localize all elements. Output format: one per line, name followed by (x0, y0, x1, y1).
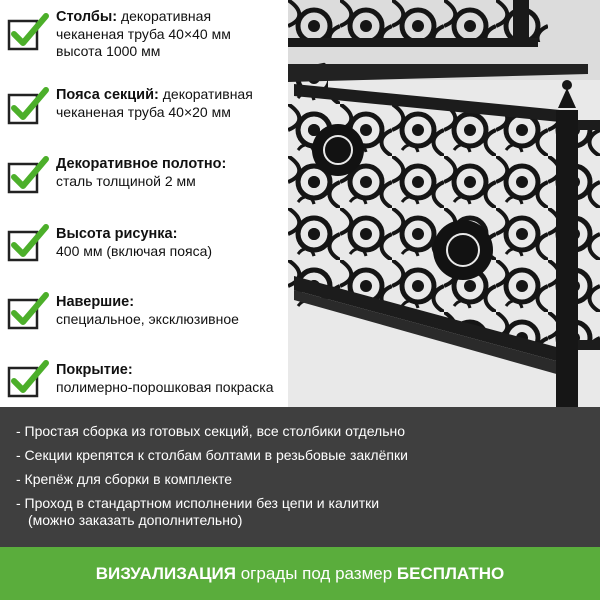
checkbox-check-icon (6, 359, 50, 399)
note-item (16, 423, 600, 440)
note-item (16, 471, 600, 488)
banner-text: ограды под размер (236, 564, 397, 583)
visualization-banner (0, 547, 600, 600)
note-text: - Крепёж для сборки в комплекте (16, 471, 233, 487)
feature-text (56, 155, 296, 190)
note-item (16, 495, 600, 529)
feature-title: Столбы: (56, 9, 118, 25)
feature-title: Навершие: (56, 294, 135, 310)
note-text: - Секции крепятся к столбам болтами в резьбовые заклёпки (16, 447, 408, 463)
feature-title: Декоративное полотно: (56, 156, 227, 172)
feature-text (56, 225, 296, 260)
note-item (16, 447, 600, 464)
checkbox-check-icon (6, 86, 50, 126)
notes-panel (0, 407, 600, 547)
feature-text (56, 86, 296, 121)
banner-highlight: ВИЗУАЛИЗАЦИЯ (95, 564, 236, 583)
feature-title: Покрытие: (56, 362, 133, 378)
notes-list (0, 407, 600, 529)
checkbox-check-icon (6, 223, 50, 263)
note-continuation: (можно заказать дополнительно) (28, 512, 243, 528)
feature-desc-line: чеканеная труба 40×40 мм (56, 26, 231, 42)
feature-text (56, 8, 296, 60)
feature-title: Пояса секций: (56, 87, 159, 103)
checkbox-check-icon (6, 12, 50, 52)
feature-title: Высота рисунка: (56, 226, 178, 242)
note-text: - Проход в стандартном исполнении без цепи и калитки (16, 495, 380, 511)
feature-text (56, 293, 296, 328)
features-list (0, 0, 300, 407)
note-text: - Простая сборка из готовых секций, все столбики отдельно (16, 423, 406, 439)
feature-desc: декоративная (120, 8, 212, 24)
feature-desc-line: чеканеная труба 40×20 мм (56, 104, 231, 120)
feature-desc-line: специальное, эксклюзивное (56, 311, 239, 327)
feature-desc-line: высота 1000 мм (56, 43, 161, 59)
checkbox-check-icon (6, 291, 50, 331)
feature-desc-line: сталь толщиной 2 мм (56, 173, 196, 189)
feature-desc-line: полимерно-порошковая покраска (56, 379, 274, 395)
feature-desc-line: 400 мм (включая пояса) (56, 243, 213, 259)
fence-photo (288, 0, 600, 407)
feature-desc: декоративная (162, 86, 253, 102)
checkbox-check-icon (6, 155, 50, 195)
feature-text (56, 361, 296, 396)
banner-highlight-free: БЕСПЛАТНО (396, 564, 505, 583)
